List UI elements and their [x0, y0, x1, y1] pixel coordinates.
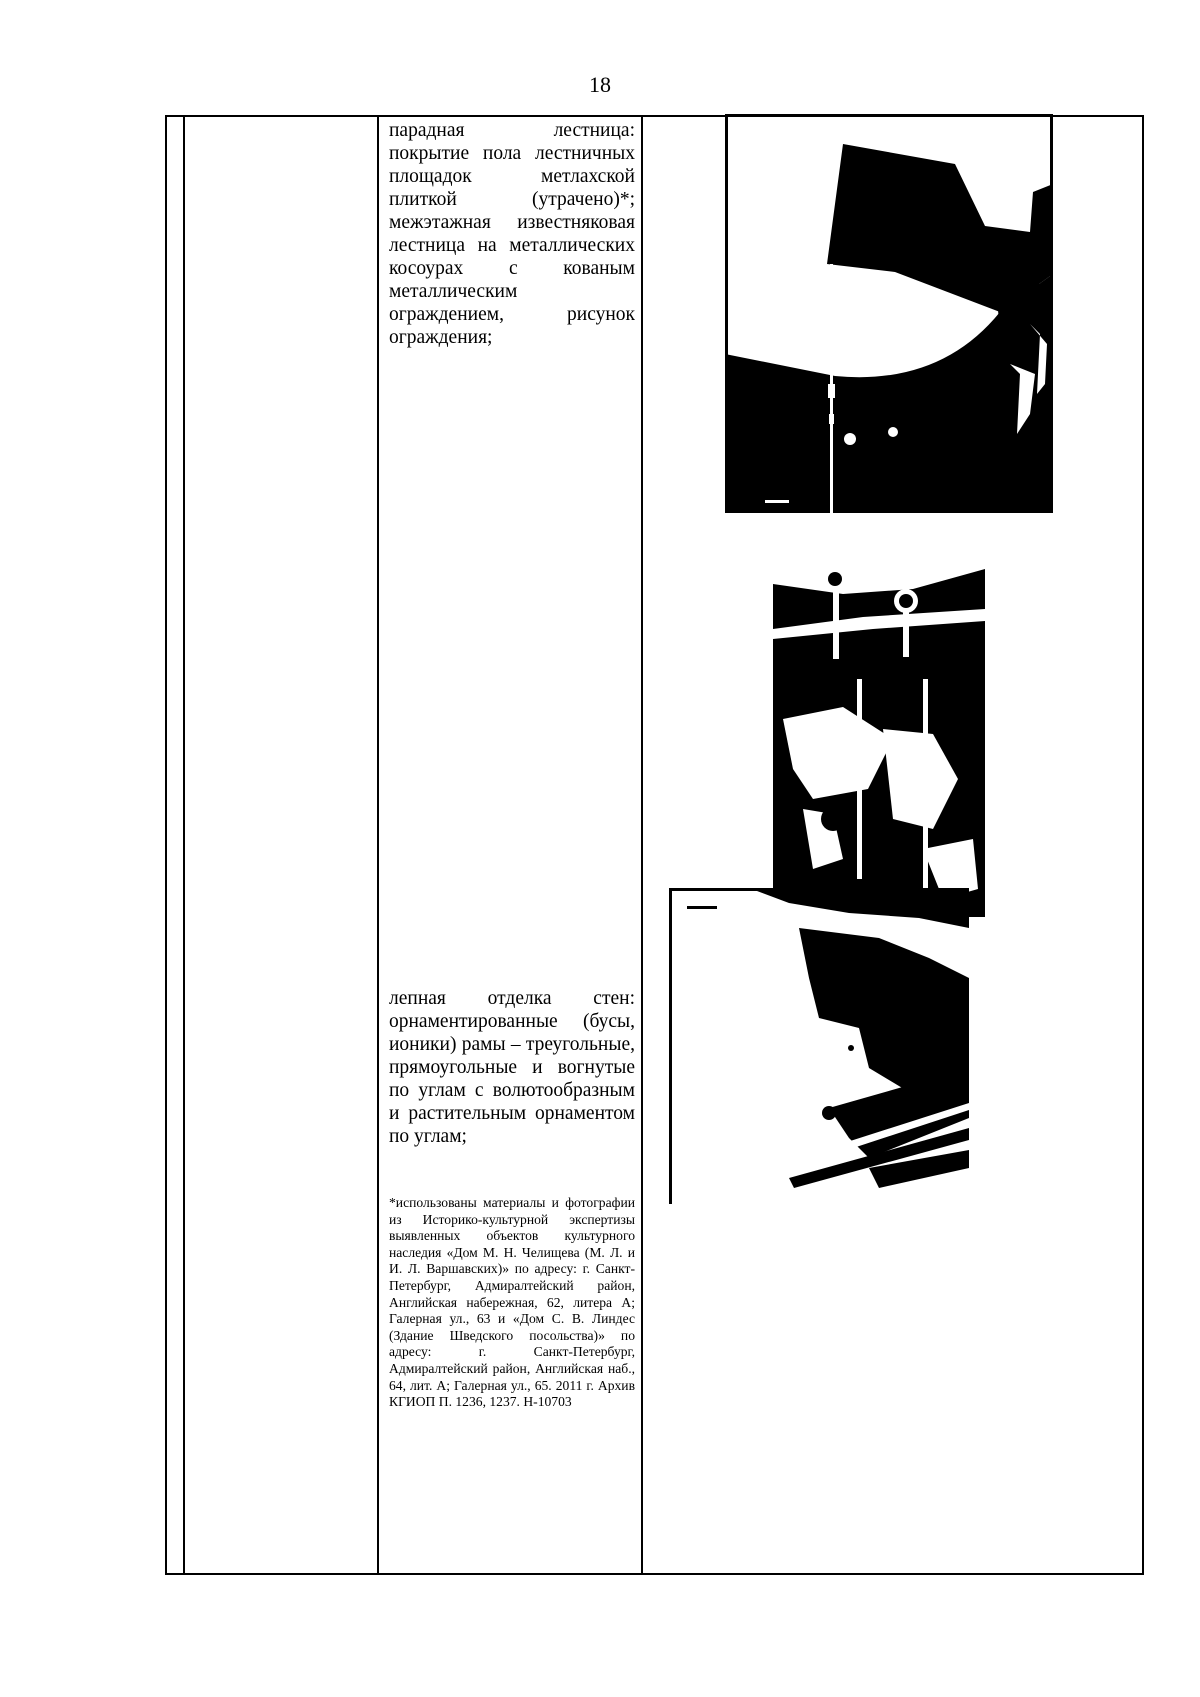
object-table	[165, 115, 1144, 1575]
column-divider-2	[377, 117, 379, 1573]
railing-photo-image	[773, 539, 985, 917]
staircase-photo-image	[725, 114, 1053, 513]
railing-photo	[773, 539, 985, 917]
column-divider-3	[641, 117, 643, 1573]
page-number: 18	[589, 72, 611, 97]
stair-description: парадная лестница: покрытие пола лестничных площадок метлахской плиткой (утрачено)*; межэтажная известняковая лестница на металлических косоурах с кованым металлическим ограждением, рисунок ограждения;	[389, 120, 635, 348]
column-divider-1	[183, 117, 185, 1573]
staircase-photo	[725, 114, 1053, 513]
footnote-sources: *использованы материалы и фотографии из Историко-культурной экспертизы выявленных объектов культурного наследия «Дом М. Н. Челищева (М. Л. и И. Л. Варшавских)» по адресу: г. Санкт-Петербург, Адмиралтейский район, Английская набережная, 62, литера А; Галерная ул., 63 и «Дом С. В. Линдес (Здание Шведского посольства)» по адресу: г. Санкт-Петербург, Адмиралтейский район, Английская наб., 64, лит. А; Галерная ул., 65. 2011 г. Архив КГИОП П. 1236, 1237. Н-10703	[389, 1195, 635, 1410]
stucco-photo-image	[669, 888, 969, 1204]
stucco-photo	[669, 888, 969, 1204]
wall-decor-description: лепная отделка стен: орнаментированные (бусы, ионики) рамы – треугольные, прямоугольные и вогнутые по углам с волютообразным и растительным орнаментом по углам;	[389, 988, 635, 1147]
